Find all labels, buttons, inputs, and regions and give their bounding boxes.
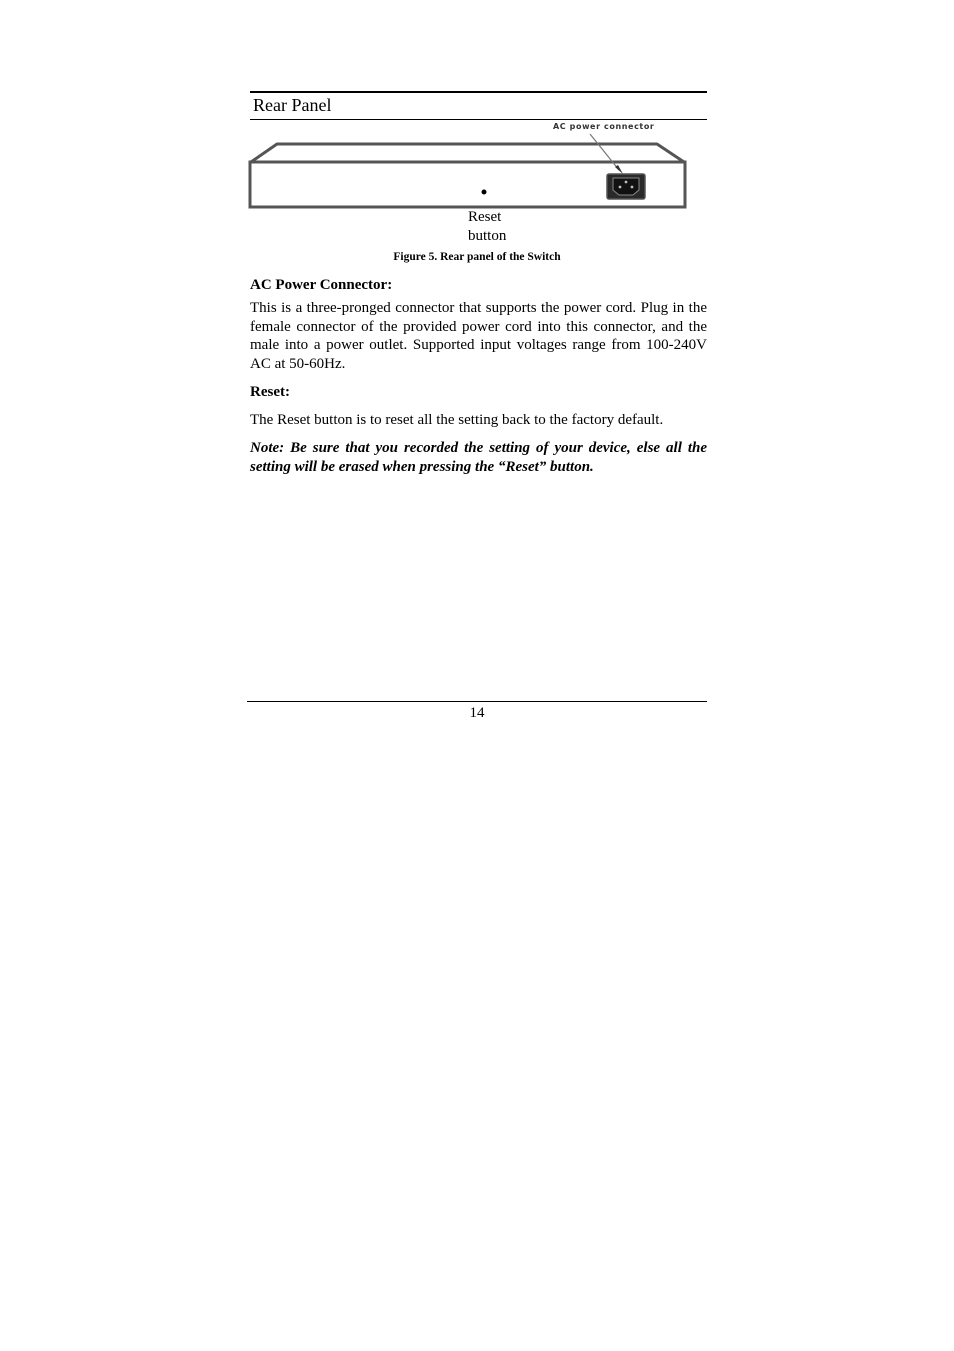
ac-power-connector-callout: AC power connector: [553, 122, 655, 131]
footer-rule: [247, 701, 707, 702]
figure-caption: Figure 5. Rear panel of the Switch: [393, 251, 561, 263]
section-title: Rear Panel: [253, 95, 332, 115]
reset-label-line-1: Reset: [468, 209, 502, 225]
ac-socket-pin-left: [619, 186, 622, 189]
reset-button-label: [468, 208, 528, 246]
reset-paragraph: The Reset button is to reset all the setting back to the factory default.: [250, 412, 664, 428]
ac-socket-pin-right: [631, 186, 634, 189]
reset-heading: Reset:: [250, 384, 290, 400]
ac-socket-pin-ground: [625, 181, 628, 184]
rear-panel-figure: [247, 120, 689, 212]
switch-top-face: [251, 144, 684, 162]
ac-socket-outline: [613, 178, 639, 195]
reset-label-line-2: button: [468, 228, 507, 244]
reset-button-icon: [482, 190, 487, 195]
header-top-rule: [250, 91, 707, 93]
page-number: 14: [469, 705, 485, 721]
note-paragraph: Note: Be sure that you recorded the setting of your device, else all the setting will be erased when pressing the “Reset” button.: [250, 440, 707, 475]
switch-rear-panel-illustration: [247, 120, 689, 212]
ac-power-heading: AC Power Connector:: [250, 277, 393, 293]
ac-power-paragraph: This is a three-pronged connector that supports the power cord. Plug in the female connector of the provided power cord into this connector, and the male into a power outlet. Supported input voltages range from 100-240V AC at 50-60Hz.: [250, 300, 707, 372]
